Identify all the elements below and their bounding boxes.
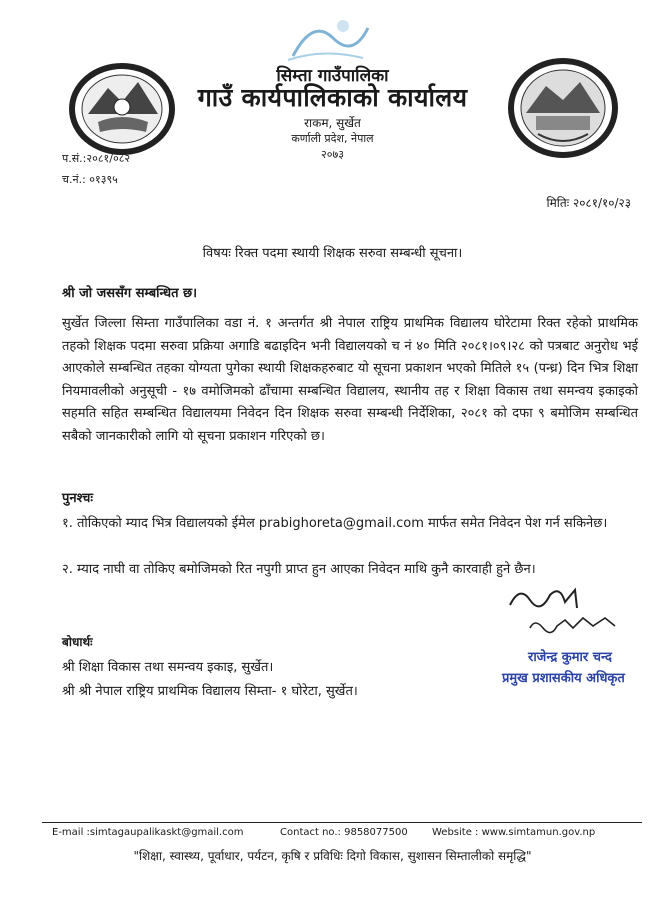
footer-divider xyxy=(42,822,642,823)
postscript-item: १. तोकिएको म्याद भित्र विद्यालयको ईमेल prabighoreta@gmail.com मार्फत समेत निवेदन पेश गर्न सकिनेछ। xyxy=(62,516,608,531)
cc-item: श्री शिक्षा विकास तथा समन्वय इकाइ, सुर्खेत। xyxy=(62,660,274,675)
footer-email: E-mail :simtagaupalikaskt@gmail.com xyxy=(52,827,244,838)
salutation: श्री जो जससँग सम्बन्धित छ। xyxy=(62,286,198,301)
notice-body: सुर्खेत जिल्ला सिम्ता गाउँपालिका वडा नं. १ अन्तर्गत श्री नेपाल राष्ट्रिय प्राथमिक विद्यालय घोरेटामा रिक्त रहेको प्राथमिक तहको शिक्षक पदमा सरुवा प्रक्रिया अगाडि बढाइदिन भनी विद्यालयको च नं ४० मिति २०८१।०९।२८ को पत्रबाट अनुरोध भई आएकोले सम्बन्धित तहका योग्यता पुगेका स्थायी शिक्षकहरुबाट यो सूचना प्रकाशन भएको मितिले १५ (पन्ध्र) दिन भित्र शिक्षा नियमावलीको अनुसूची - १७ वमोजिमको ढाँचामा सम्बन्धित विद्यालय, स्थानीय तह र शिक्षा विकास तथा समन्वय इकाइको सहमति सहित सम्बन्धित विद्यालयमा निवेदन दिन शिक्षक सरुवा सम्बन्धी निर्देशिका, २०८१ को दफा ९ बमोजिम सम्बन्धित सबैको जानकारीको लागि यो सूचना प्रकाशन गरिएको छ। xyxy=(62,316,638,444)
reference-block xyxy=(62,148,130,190)
footer-website: Website : www.simtamun.gov.np xyxy=(432,827,596,838)
dispatch-number: च.नं.: ०१३९५ xyxy=(62,173,118,186)
cc-item: श्री श्री नेपाल राष्ट्रिय प्राथमिक विद्यालय सिम्ता- १ घोरेटा, सुर्खेत। xyxy=(62,684,358,699)
office-title: गाउँ कार्यपालिकाको कार्यालय xyxy=(197,83,468,112)
footer-slogan: "शिक्षा, स्वास्थ्य, पूर्वाधार, पर्यटन, कृषि र प्रविधिः दिगो विकास, सुशासन सिम्तालीको समृद्धि" xyxy=(133,849,532,863)
postscript-item: २. म्याद नाघी वा तोकिए बमोजिमको रित नपुगी प्राप्त हुन आएका निवेदन माथि कुनै कारवाही हुने छैन। xyxy=(62,562,536,577)
letter-number: प.सं.:२०८१/०८२ xyxy=(62,152,131,165)
signatory-name: राजेन्द्र कुमार चन्द xyxy=(528,650,612,665)
address-line-2: कर्णाली प्रदेश, नेपाल xyxy=(291,132,374,145)
cc-title: बोधार्थः xyxy=(62,635,93,649)
signatory-title: प्रमुख प्रशासकीय अधिकृत xyxy=(502,671,625,686)
subject-line: विषयः रिक्त पदमा स्थायी शिक्षक सरुवा सम्बन्धी सूचना। xyxy=(202,246,463,261)
established-year: २०७३ xyxy=(321,148,344,161)
postscript-title: पुनश्चः xyxy=(62,491,94,506)
letter-date: मितिः २०८१/१०/२३ xyxy=(546,196,631,210)
address-line-1: राकम, सुर्खेत xyxy=(304,116,361,130)
municipality-name: सिम्ता गाउँपालिका xyxy=(276,66,389,86)
handwritten-signature xyxy=(505,580,625,640)
municipality-logo xyxy=(283,8,373,66)
footer-phone: Contact no.: 9858077500 xyxy=(280,827,408,838)
